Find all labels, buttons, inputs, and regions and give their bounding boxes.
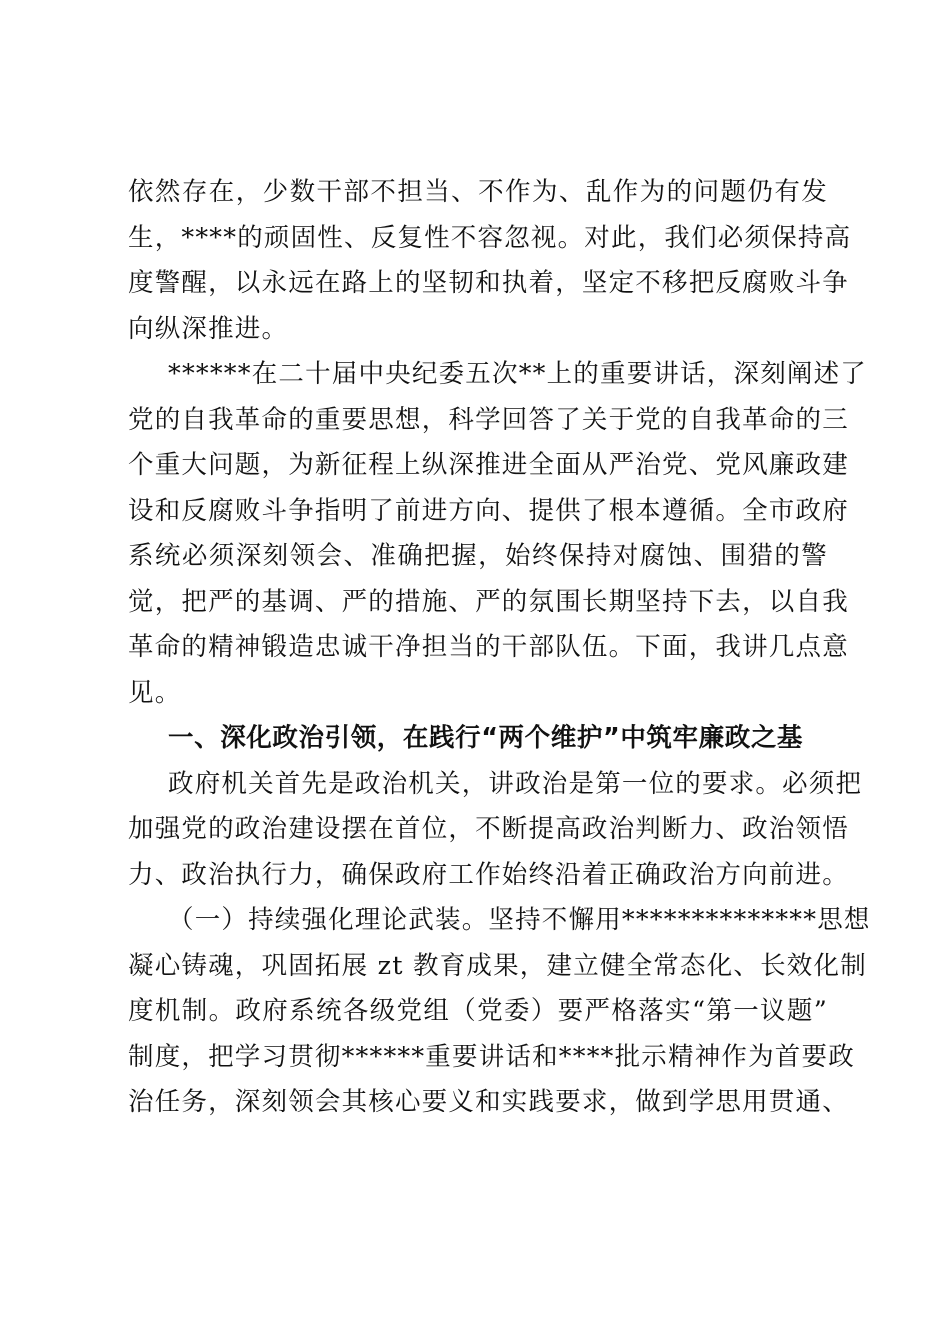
section-heading — [128, 716, 828, 762]
text-line: 系统必须深刻领会、准确把握，始终保持对腐蚀、围猎的警 — [128, 541, 828, 571]
paragraph-1 — [128, 170, 852, 352]
text-line: （一）持续强化理论武装。坚持不懈用**************思想 — [168, 905, 871, 935]
document-page — [128, 170, 871, 1126]
text-line: 个重大问题，为新征程上纵深推进全面从严治党、党风廉政建 — [128, 450, 849, 480]
text-line: 度机制。政府系统各级党组（党委）要严格落实“第一议题” — [128, 996, 828, 1026]
text-line: 加强党的政治建设摆在首位，不断提高政治判断力、政治领悟 — [128, 814, 849, 844]
text-line: 向纵深推进。 — [128, 313, 289, 344]
text-line: ******在二十届中央纪委五次**上的重要讲话，深刻阐述了 — [168, 359, 868, 389]
text-line: 度警醒，以永远在路上的坚韧和执着，坚定不移把反腐败斗争 — [128, 268, 849, 298]
paragraph-3 — [128, 762, 863, 899]
text-line: 革命的精神锻造忠诚干净担当的干部队伍。下面，我讲几点意 — [128, 632, 849, 662]
text-line: 设和反腐败斗争指明了前进方向、提供了根本遵循。全市政府 — [128, 495, 849, 526]
text-line: 制度，把学习贯彻******重要讲话和****批示精神作为首要政 — [128, 1041, 855, 1072]
text-line: 生，****的顽固性、反复性不容忽视。对此，我们必须保持高 — [128, 222, 852, 253]
text-line: 见。 — [128, 677, 182, 708]
text-line: 觉，把严的基调、严的措施、严的氛围长期坚持下去，以自我 — [128, 586, 849, 617]
text-line: 凝心铸魂，巩固拓展 zt 教育成果，建立健全常态化、长效化制 — [128, 950, 867, 981]
heading-line: 一、深化政治引领，在践行“两个维护”中筑牢廉政之基 — [168, 723, 804, 753]
paragraph-2 — [128, 352, 868, 716]
text-line: 政府机关首先是政治机关，讲政治是第一位的要求。必须把 — [168, 768, 863, 799]
text-line: 党的自我革命的重要思想，科学回答了关于党的自我革命的三 — [128, 404, 849, 435]
text-line: 治任务，深刻领会其核心要义和实践要求，做到学思用贯通、 — [128, 1087, 849, 1117]
paragraph-4 — [128, 898, 871, 1126]
text-line: 依然存在，少数干部不担当、不作为、乱作为的问题仍有发 — [128, 177, 828, 207]
text-line: 力、政治执行力，确保政府工作始终沿着正确政治方向前进。 — [128, 859, 849, 890]
